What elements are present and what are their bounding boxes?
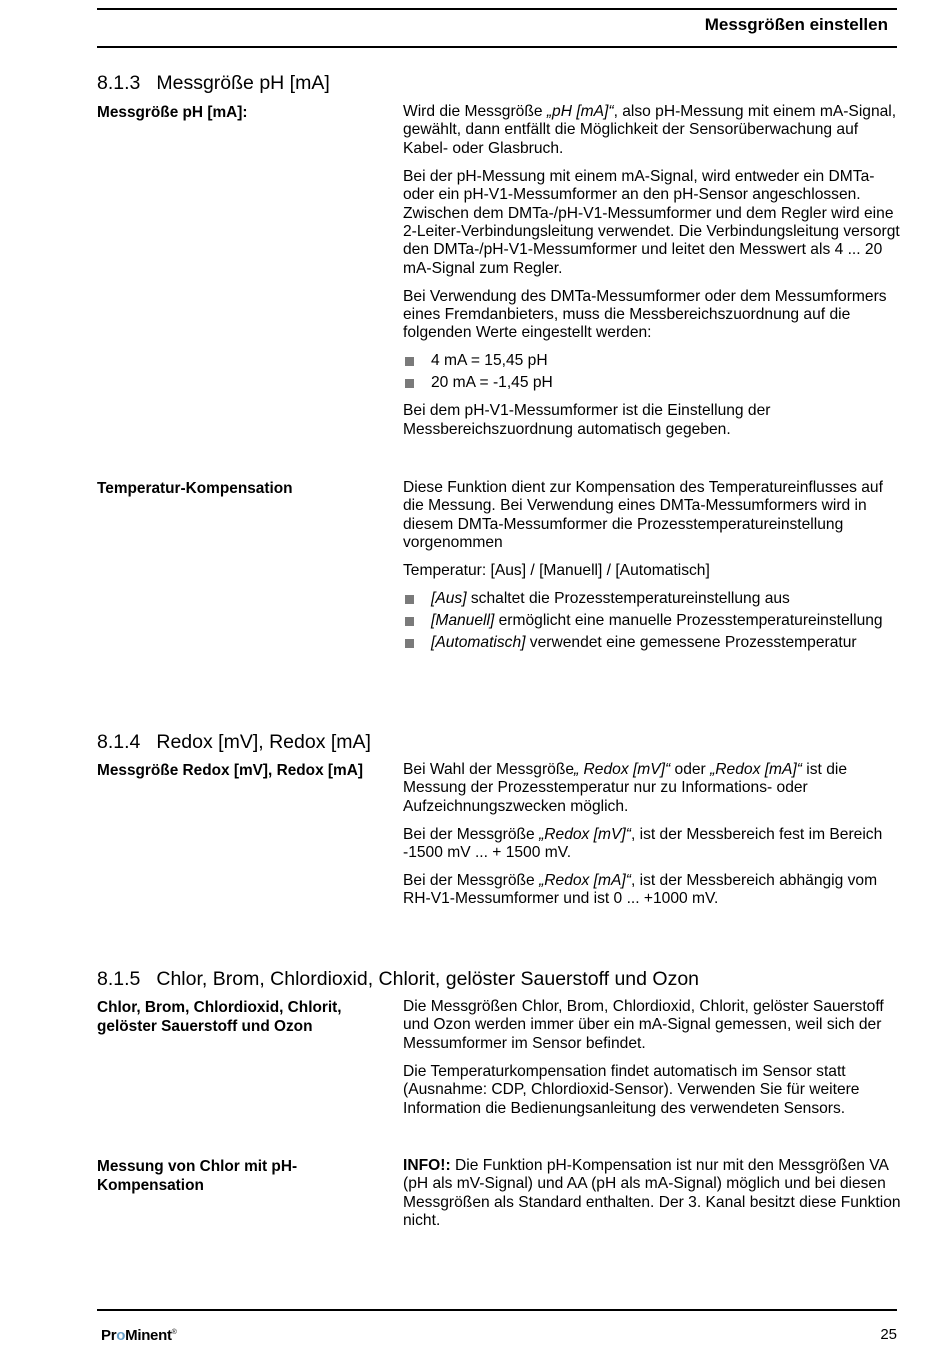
section-number: 8.1.3 [97,72,141,94]
footer-rule [97,1309,897,1311]
paragraph: Bei Verwendung des DMTa-Messumformer oder dem Messumformers eines Fremdanbieters, muss die Messbereichszuordnung auf die folgenden Werte eingestellt werden: [403,287,887,342]
prominent-logo: ProMinent® [101,1327,177,1344]
body-ph-ma [403,103,901,449]
bullet-list [403,352,901,392]
body-redox [403,761,901,918]
bullet-list [403,590,901,652]
running-header-title: Messgrößen einstellen [704,15,888,34]
paragraph: Bei der Messgröße „Redox [mV]“, ist der Messbereich fest im Bereich -1500 mV ... + 1500 mV. [403,825,883,862]
body-temperature-compensation [403,479,901,662]
paragraph: Bei der pH-Messung mit einem mA-Signal, wird entweder ein DMTa- oder ein pH-V1-Messumformer an den pH-Sensor angeschlossen. Zwischen dem DMTa-/pH-V1-Messumformer und dem Regler wird eine 2-Leiter-Verbindungsleitung verwendet. Die Verbindungsleitung versorgt den DMTa-/pH-V1-Messumformer und leitet den Messwert als 4 ... 20 mA-Signal zum Regler. [403,167,900,277]
paragraph: Die Temperaturkompensation findet automatisch im Sensor statt (Ausnahme: CDP, Chlordioxid-Sensor). Verwenden Sie für weitere Information die Bedienungsanleitung des verwendeten Sensors. [403,1062,860,1117]
list-item: [Manuell] ermöglicht eine manuelle Prozesstemperatureinstellung [403,612,901,630]
side-label-ph-ma: Messgröße pH [mA]: [97,104,248,121]
section-number: 8.1.4 [97,731,141,753]
section-title: Chlor, Brom, Chlordioxid, Chlorit, gelöster Sauerstoff und Ozon [156,968,700,990]
list-item: 20 mA = -1,45 pH [403,374,901,392]
info-label: INFO!: [403,1157,451,1174]
list-item: [Aus] schaltet die Prozesstemperatureinstellung aus [403,590,901,608]
section-title: Messgröße pH [mA] [156,72,330,94]
side-label-temperature-compensation: Temperatur-Kompensation [97,480,293,497]
section-title: Redox [mV], Redox [mA] [156,731,371,753]
list-item: 4 mA = 15,45 pH [403,352,901,370]
side-label-chlorine-group: Chlor, Brom, Chlordioxid, Chlorit, gelöster Sauerstoff und Ozon [97,999,342,1035]
section-heading-8-1-5 [97,968,699,991]
section-heading-8-1-3 [97,72,330,95]
section-heading-8-1-4 [97,731,371,754]
body-chlorine-ph-compensation [403,1157,901,1240]
paragraph: Diese Funktion dient zur Kompensation des Temperatureinflusses auf die Messung. Bei Verwendung eines DMTa-Messumformers wird in diesem DMTa-Messumformer die Prozesstemperatureinstellung vorgenommen [403,479,883,552]
header-bottom-rule [97,46,897,48]
header-top-rule [97,8,897,10]
info-paragraph: INFO!: Die Funktion pH-Kompensation ist nur mit den Messgrößen VA (pH als mV-Signal) und AA (pH als mA-Signal) möglich und bei diesen Messgrößen als Standard enthalten. Der 3. Kanal besitzt diese Funktion nicht. [403,1157,901,1230]
paragraph: Bei Wahl der Messgröße„ Redox [mV]“ oder „Redox [mA]“ ist die Messung der Prozesstemperatur nur zu Informations- oder Aufzeichnungszwecken möglich. [403,761,848,815]
paragraph: Temperatur: [Aus] / [Manuell] / [Automatisch] [403,562,710,580]
paragraph: Die Messgrößen Chlor, Brom, Chlordioxid, Chlorit, gelöster Sauerstoff und Ozon werden immer über ein mA-Signal gemessen, weil sich der Messumformer im Sensor befindet. [403,998,884,1052]
paragraph: Wird die Messgröße „pH [mA]“, also pH-Messung mit einem mA-Signal, gewählt, dann entfällt die Möglichkeit der Sensorüberwachung auf Kabel- oder Glasbruch. [403,103,897,157]
paragraph: Bei dem pH-V1-Messumformer ist die Einstellung der Messbereichszuordnung automatisch gegeben. [403,402,771,438]
section-number: 8.1.5 [97,968,141,990]
page-number: 25 [880,1326,897,1343]
list-item: [Automatisch] verwendet eine gemessene Prozesstemperatur [403,634,901,652]
side-label-redox: Messgröße Redox [mV], Redox [mA] [97,762,363,779]
body-chlorine-group [403,998,901,1127]
paragraph: Bei der Messgröße „Redox [mA]“, ist der Messbereich abhängig vom RH-V1-Messumformer und ist 0 ... +1000 mV. [403,872,878,908]
side-label-chlorine-ph-compensation: Messung von Chlor mit pH-Kompensation [97,1158,298,1194]
